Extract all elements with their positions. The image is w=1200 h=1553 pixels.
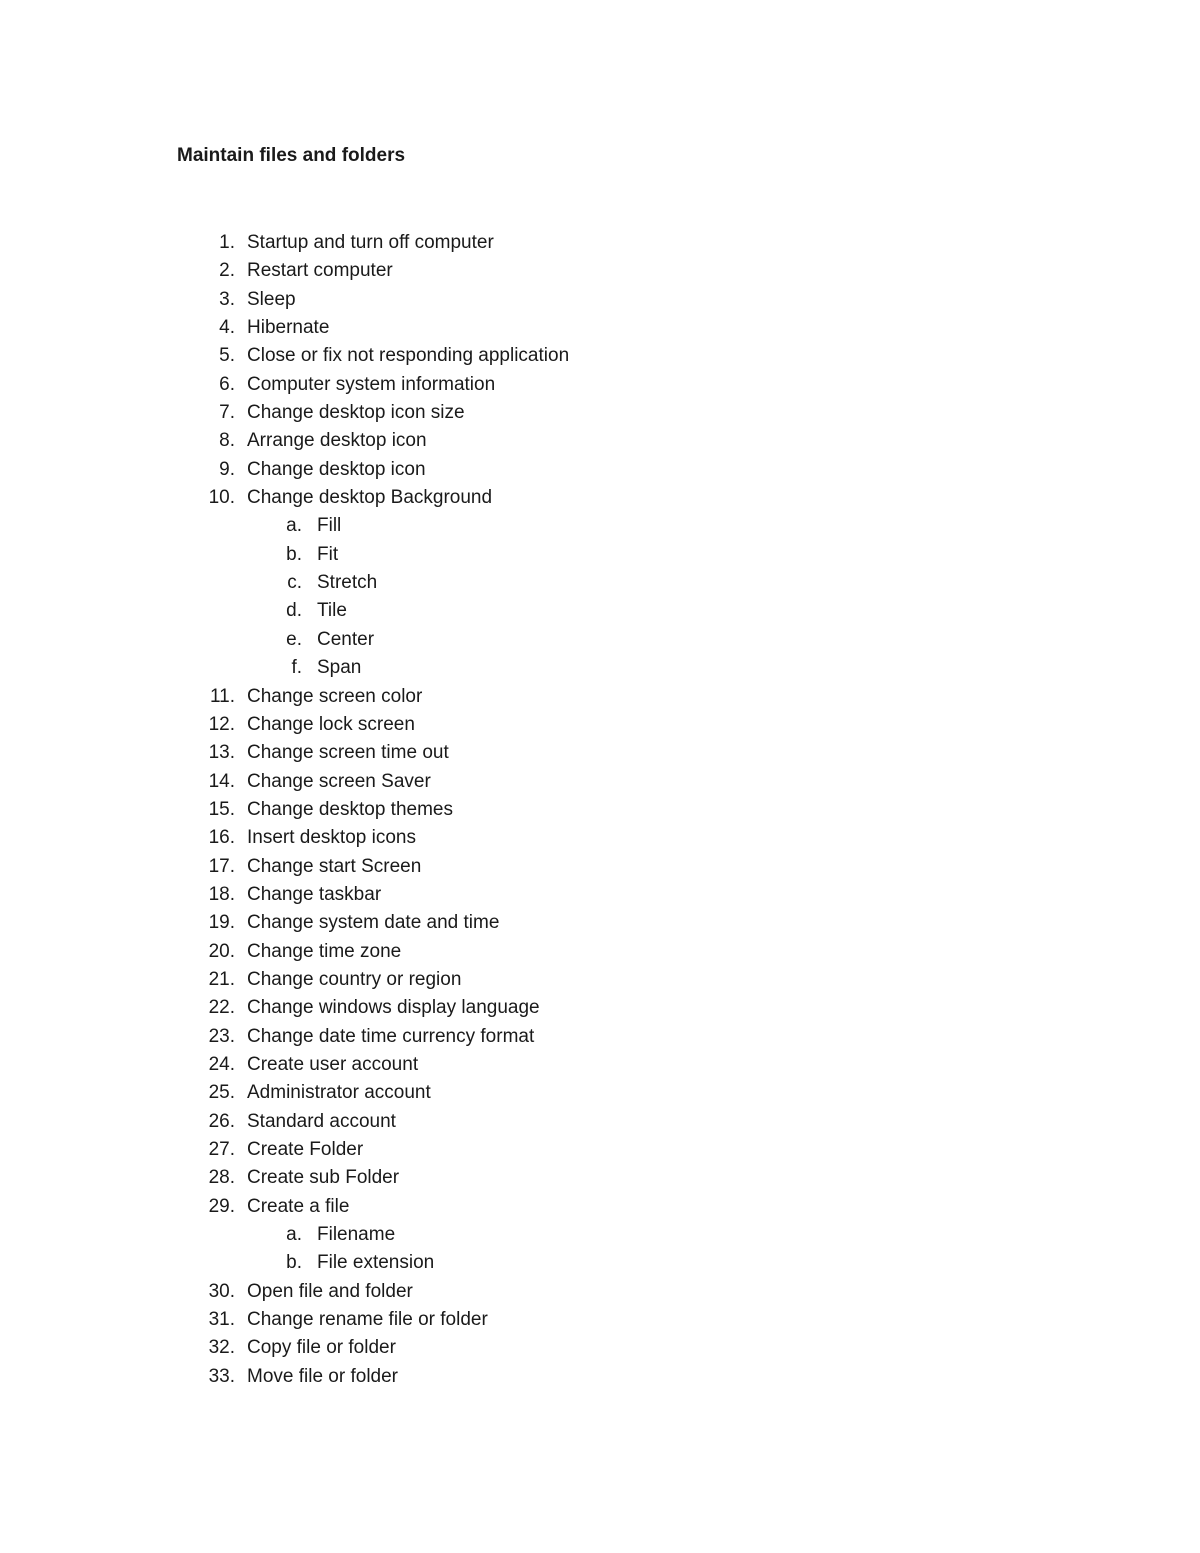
item-number: 11. [209,685,235,707]
list-item [0,1306,1200,1334]
item-number: 30. [208,1280,235,1302]
item-text: Create Folder [247,1139,364,1160]
item-number: 15. [208,798,235,820]
item-text: Hibernate [247,317,330,339]
item-number: 12. [208,713,235,735]
item-number: 2. [219,260,235,282]
item-number: 5. [219,345,235,367]
item-text: Sleep [247,288,296,310]
item-text: Change start Screen [247,855,422,877]
list-item [0,314,1200,342]
item-number: 21. [208,968,235,990]
list-item [0,257,1200,285]
sub-item-marker: e. [286,628,302,650]
list-item [0,1023,1200,1051]
item-text: Startup and turn off computer [247,232,494,253]
item-text: Standard account [247,1110,396,1132]
sub-list-item [0,541,1200,569]
sub-item-text: Stretch [317,572,378,594]
sub-item-marker: a. [286,1224,302,1246]
item-number: 28. [208,1167,235,1189]
list-item [0,286,1200,314]
item-text: Close or fix not responding application [247,345,570,367]
sub-list-item [0,569,1200,597]
task-list [0,229,1200,1391]
item-text: Change windows display language [247,997,540,1019]
item-text: Change country or region [247,968,462,990]
list-item [0,739,1200,767]
item-number: 26. [208,1110,235,1132]
item-text: Change screen time out [247,742,449,764]
list-item [0,683,1200,711]
sub-item-marker: c. [287,572,302,594]
item-text: Computer system information [247,373,496,395]
item-text: Change desktop icon [247,458,426,480]
item-text: Change taskbar [247,883,382,905]
list-item [0,342,1200,370]
list-item [0,484,1200,512]
item-number: 10. [208,487,235,509]
item-text: Change desktop themes [247,798,453,820]
item-text: Change desktop Background [247,487,493,509]
sub-item-marker: d. [286,600,302,622]
sub-item-text: Fill [317,515,342,537]
sub-item-marker: b. [286,1252,302,1274]
item-text: Restart computer [247,260,393,282]
item-number: 18. [208,883,235,905]
list-item [0,1164,1200,1192]
item-number: 17. [208,855,235,877]
item-number: 20. [208,940,235,962]
list-item [0,1051,1200,1079]
list-item [0,229,1200,257]
item-text: Change rename file or folder [247,1309,488,1331]
list-item [0,1363,1200,1391]
item-number: 19. [208,912,235,934]
item-number: 13. [208,742,235,764]
item-text: Create user account [247,1053,419,1075]
sub-item-marker: b. [286,543,302,565]
list-item [0,881,1200,909]
item-number: 9. [219,458,235,480]
list-item [0,1278,1200,1306]
list-item [0,399,1200,427]
item-number: 31. [208,1309,235,1331]
sub-list-item [0,626,1200,654]
sub-item-text: Fit [317,543,339,565]
sub-list-item [0,597,1200,625]
item-number: 3. [219,288,235,310]
sub-item-marker: f. [291,657,302,679]
sub-item-text: Span [317,657,362,679]
item-text: Arrange desktop icon [247,430,427,452]
item-number: 8. [219,430,235,452]
item-text: Move file or folder [247,1365,399,1387]
item-number: 22. [208,997,235,1019]
item-text: Change date time currency format [247,1025,535,1047]
item-number: 14. [208,770,235,792]
sub-item-marker: a. [286,515,302,537]
list-item [0,768,1200,796]
document-title: Maintain files and folders [177,145,406,166]
list-item [0,371,1200,399]
list-item [0,1193,1200,1221]
item-number: 25. [208,1082,235,1104]
list-item [0,1079,1200,1107]
item-number: 7. [219,402,235,424]
item-text: Create sub Folder [247,1167,400,1189]
item-text: Insert desktop icons [247,827,416,849]
item-text: Change time zone [247,940,402,962]
list-item [0,853,1200,881]
item-text: Change lock screen [247,713,415,735]
list-item [0,796,1200,824]
sub-list-item [0,654,1200,682]
sub-list-item [0,1249,1200,1277]
item-number: 23. [208,1025,235,1047]
item-number: 29. [208,1195,235,1217]
item-number: 6. [219,373,235,395]
item-number: 24. [208,1053,235,1075]
sub-item-text: Center [317,628,375,650]
item-text: Open file and folder [247,1280,413,1302]
list-item [0,427,1200,455]
item-number: 16. [208,827,235,849]
sub-list-item [0,1221,1200,1249]
list-item [0,938,1200,966]
item-number: 27. [208,1139,235,1160]
sub-item-text: Filename [317,1224,396,1246]
sub-item-text: Tile [317,600,347,622]
list-item [0,711,1200,739]
item-text: Copy file or folder [247,1337,396,1359]
item-text: Administrator account [247,1082,431,1104]
list-item [0,1334,1200,1362]
item-text: Create a file [247,1195,350,1217]
item-number: 4. [219,317,235,339]
item-text: Change screen color [247,685,423,707]
item-text: Change desktop icon size [247,402,465,424]
list-item [0,909,1200,937]
item-number: 32. [208,1337,235,1359]
list-item [0,1108,1200,1136]
list-item [0,966,1200,994]
sub-item-text: File extension [317,1252,435,1274]
item-number: 33. [208,1365,235,1387]
item-text: Change system date and time [247,912,500,934]
item-number: 1. [219,232,235,253]
list-item [0,456,1200,484]
sub-list-item [0,512,1200,540]
list-item [0,1136,1200,1164]
list-item [0,994,1200,1022]
item-text: Change screen Saver [247,770,431,792]
list-item [0,824,1200,852]
